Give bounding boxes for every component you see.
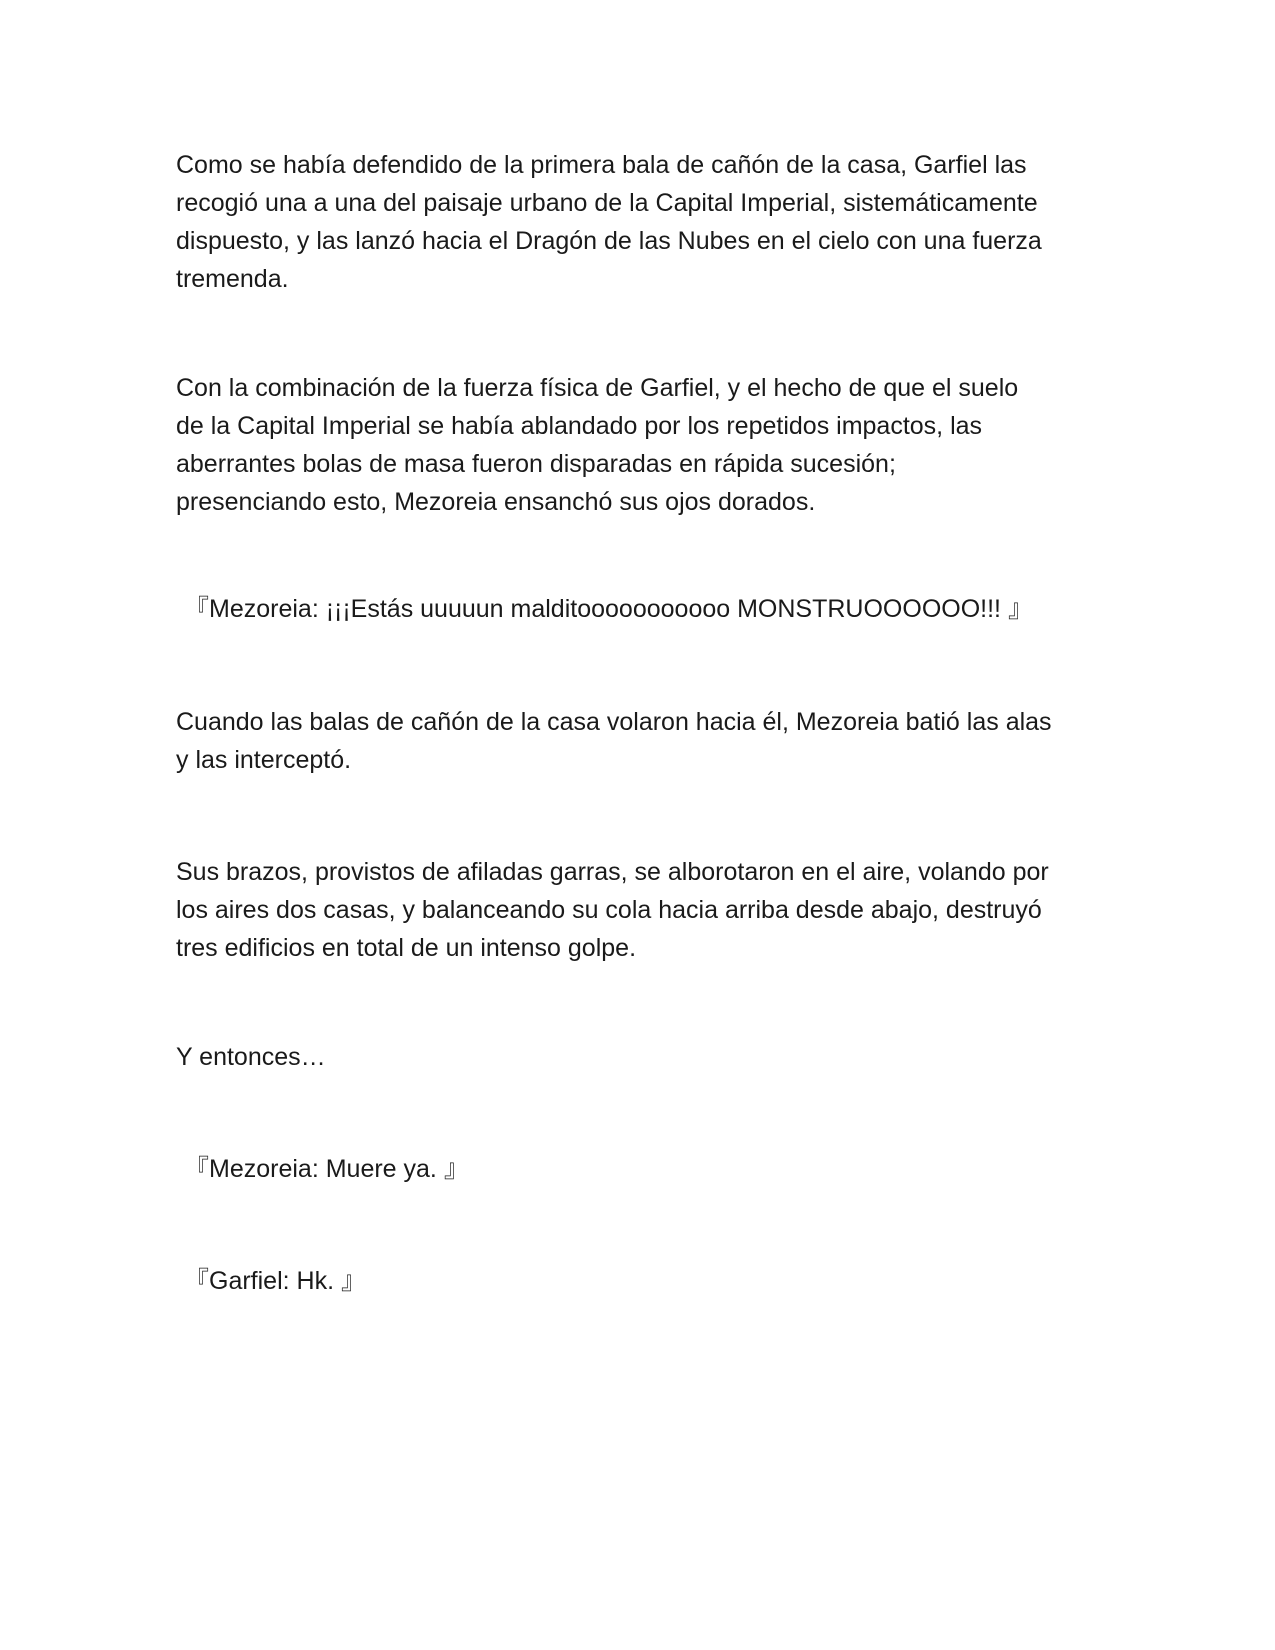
paragraph-5: Y entonces…	[176, 1043, 326, 1071]
dialogue-mezoreia-1: 『Mezoreia: ¡¡¡Estás uuuuun malditooooooooooo MONSTRUOOOOOO!!! 』	[184, 595, 1033, 623]
paragraph-2: Con la combinación de la fuerza física de Garfiel, y el hecho de que el suelo de la Capital Imperial se había ablandado por los repetidos impactos, las aberrantes bolas de masa fueron disparadas en rápida sucesión; presenciando esto, Mezoreia ensanchó sus ojos dorados.	[176, 374, 1019, 516]
paragraph-3: Cuando las balas de cañón de la casa volaron hacia él, Mezoreia batió las alas y las interceptó.	[176, 708, 1052, 774]
dialogue-garfiel: 『Garfiel: Hk. 』	[184, 1267, 366, 1295]
paragraph-4: Sus brazos, provistos de afiladas garras, se alborotaron en el aire, volando por los aires dos casas, y balanceando su cola hacia arriba desde abajo, destruyó tres edificios en total de un intenso golpe.	[176, 858, 1049, 962]
dialogue-mezoreia-2: 『Mezoreia: Muere ya. 』	[184, 1155, 469, 1183]
paragraph-1: Como se había defendido de la primera bala de cañón de la casa, Garfiel las recogió una a una del paisaje urbano de la Capital Imperial, sistemáticamente dispuesto, y las lanzó hacia el Dragón de las Nubes en el cielo con una fuerza tremenda.	[176, 151, 1042, 293]
